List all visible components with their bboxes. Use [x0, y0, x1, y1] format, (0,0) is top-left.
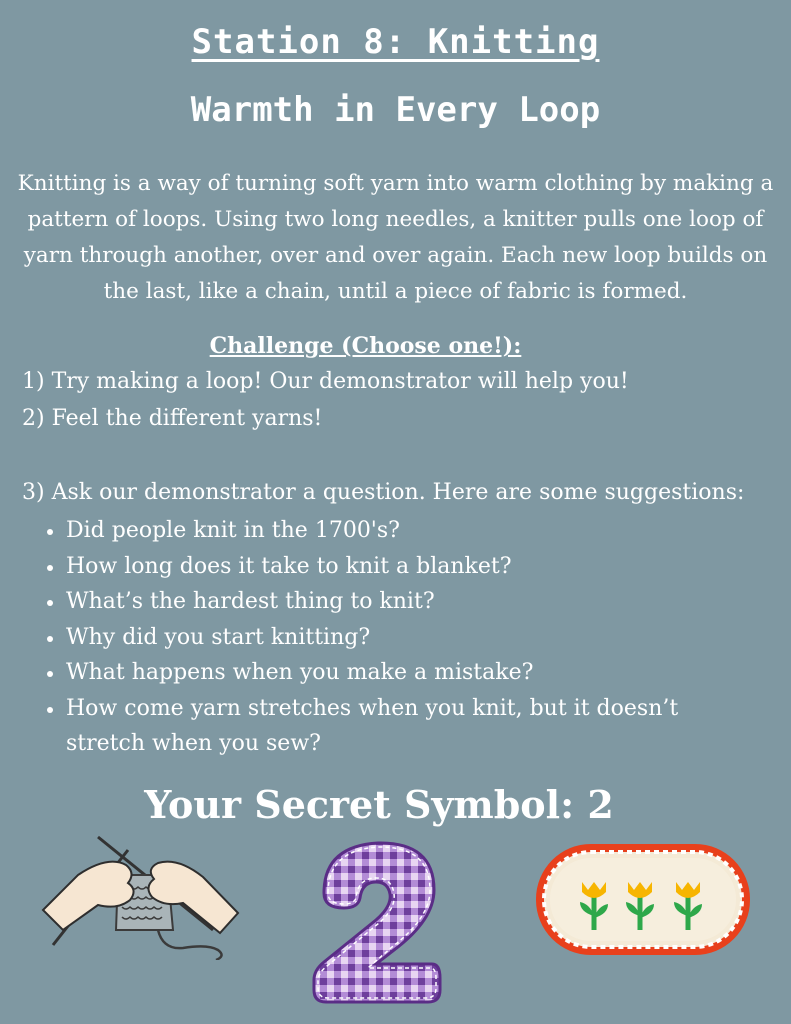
challenge-option-3: 3) Ask our demonstrator a question. Here are some suggestions: — [22, 480, 745, 505]
page-title: Station 8: Knitting — [191, 22, 600, 62]
challenge-option-1: 1) Try making a loop! Our demonstrator will help you! — [22, 369, 629, 394]
list-item: Did people knit in the 1700's? — [44, 513, 764, 549]
secret-symbol-label: Your Secret Symbol: 2 — [144, 782, 614, 827]
suggestion-list — [44, 513, 764, 762]
list-item: What’s the hardest thing to knit? — [44, 584, 764, 620]
list-item: Why did you start knitting? — [44, 620, 764, 656]
knitting-hands-icon — [38, 835, 243, 960]
list-item: What happens when you make a mistake? — [44, 655, 764, 691]
list-item: How come yarn stretches when you knit, but it doesn’t stretch when you sew? — [44, 691, 764, 762]
challenge-heading: Challenge (Choose one!): — [209, 333, 522, 359]
intro-paragraph: Knitting is a way of turning soft yarn into warm clothing by making a pattern of loops. Using two long needles, a knitter pulls one loop of yarn through another, over and over again. Each new loop builds on the last, like a chain, until a piece of fabric is formed. — [17, 171, 774, 304]
crochet-flower-patch-icon — [534, 842, 752, 957]
page-subtitle: Warmth in Every Loop — [190, 90, 601, 130]
list-item: How long does it take to knit a blanket? — [44, 549, 764, 585]
gingham-number-two-icon — [306, 838, 446, 1008]
challenge-option-2: 2) Feel the different yarns! — [22, 406, 323, 431]
